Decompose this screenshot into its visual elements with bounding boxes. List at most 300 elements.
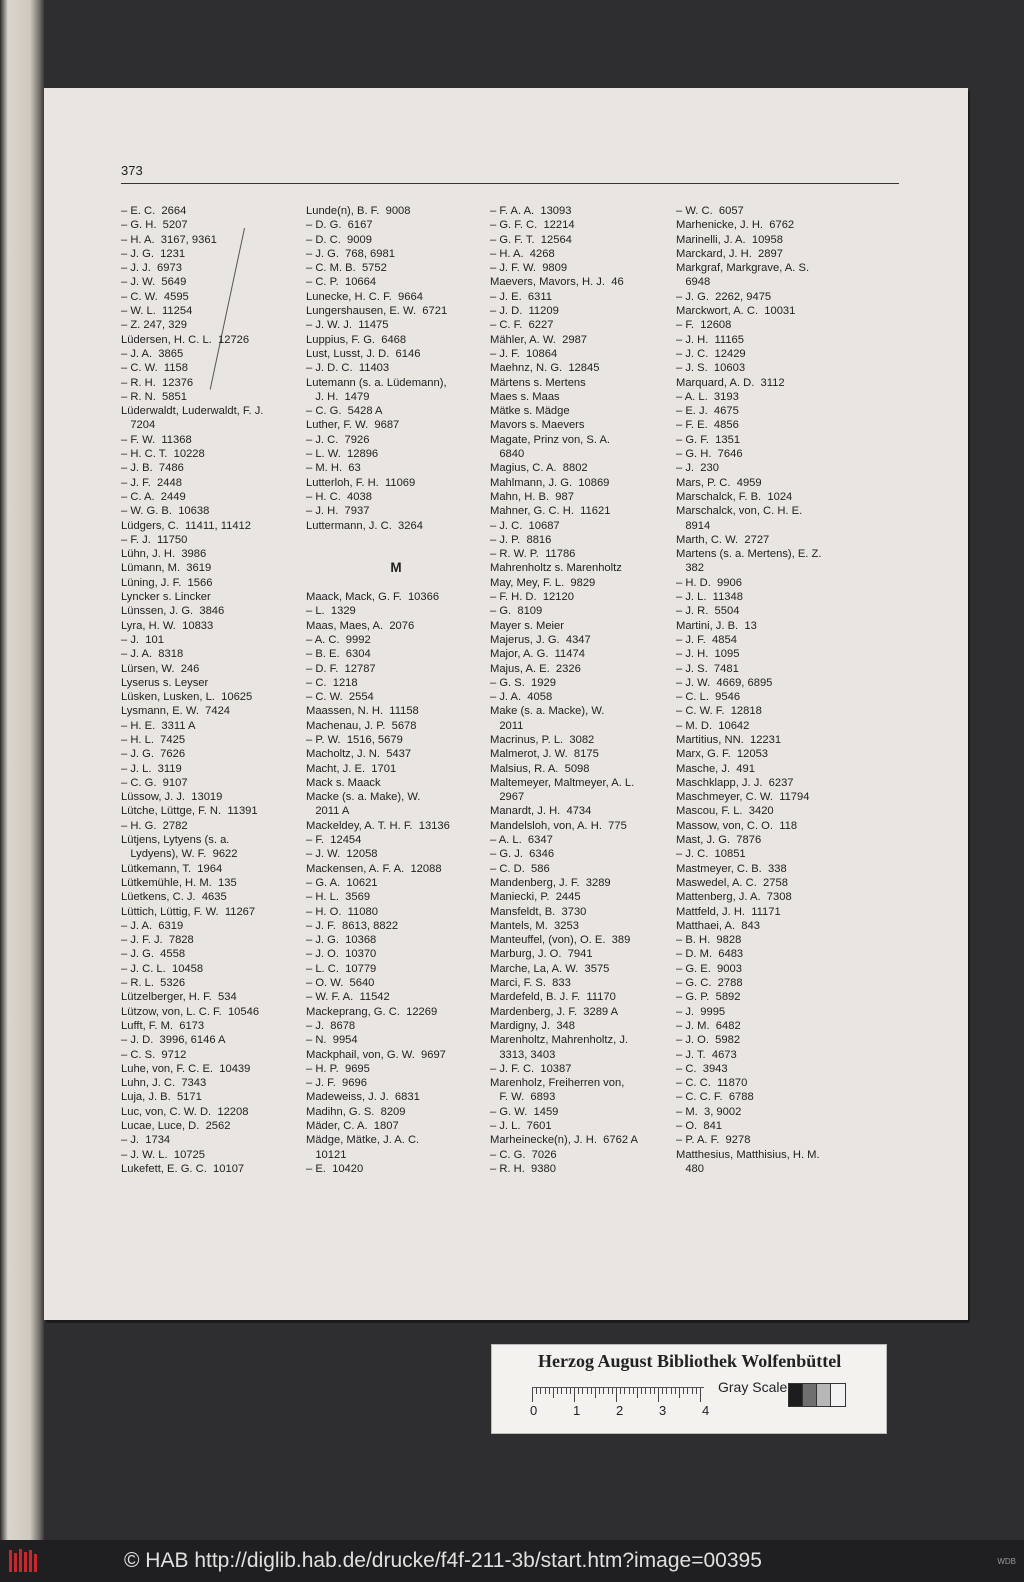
index-entry: – F. W. 11368 bbox=[121, 433, 192, 446]
index-entry: Mackeprang, G. C. 12269 bbox=[306, 1005, 438, 1018]
index-entry: – J. F. 9696 bbox=[306, 1077, 367, 1090]
ruler-tick bbox=[629, 1388, 630, 1394]
index-entry: Markgraf, Markgrave, A. S. bbox=[676, 262, 810, 275]
index-entry: Mandelsloh, von, A. H. 775 bbox=[490, 819, 627, 832]
index-entry: – J. F. 2448 bbox=[121, 476, 182, 489]
index-entry: – F. A. A. 13093 bbox=[490, 205, 572, 217]
index-entry: – J. G. 2262, 9475 bbox=[676, 290, 772, 303]
index-entry: – J. E. 6311 bbox=[490, 290, 552, 303]
ruler-digits bbox=[530, 1403, 745, 1418]
index-entry: – Z. 247, 329 bbox=[121, 319, 187, 332]
index-entry: – J. P. 8816 bbox=[490, 533, 552, 546]
ruler-tick bbox=[570, 1388, 571, 1394]
index-entry: – C. G. 5428 A bbox=[306, 405, 383, 418]
header-rule bbox=[121, 183, 899, 184]
ruler-tick bbox=[553, 1388, 554, 1398]
ruler-tick bbox=[561, 1388, 562, 1394]
index-entry: – P. W. 1516, 5679 bbox=[306, 733, 403, 746]
index-column-3 bbox=[490, 204, 670, 1176]
index-entry: – F. 12454 bbox=[306, 834, 362, 847]
index-entry: – J. J. 6973 bbox=[121, 262, 182, 275]
index-entry: – H. O. 11080 bbox=[306, 905, 378, 918]
copyright-url[interactable]: © HAB http://diglib.hab.de/drucke/f4f-211-3b/start.htm?image=00395 bbox=[124, 1549, 762, 1572]
index-entry: – C. F. 6227 bbox=[490, 319, 554, 332]
index-entry: – J. D. C. 11403 bbox=[306, 362, 390, 375]
index-entry: – J. G. 4558 bbox=[121, 948, 186, 961]
index-entry: Lust, Lusst, J. D. 6146 bbox=[306, 347, 421, 360]
hab-logo-icon bbox=[8, 1548, 42, 1574]
index-entry: Mandenberg, J. F. 3289 bbox=[490, 876, 611, 889]
index-entry: – J. R. 5504 bbox=[676, 605, 740, 618]
index-entry: Maevers, Mavors, H. J. 46 bbox=[490, 276, 624, 289]
index-entry: Maltemeyer, Maltmeyer, A. L. bbox=[490, 776, 635, 789]
index-entry: – J. A. 8318 bbox=[121, 648, 184, 661]
index-entry: – J. W. 12058 bbox=[306, 848, 378, 861]
index-entry: Majerus, J. G. 4347 bbox=[490, 633, 591, 646]
index-entry: – M. D. 10642 bbox=[676, 719, 750, 732]
index-column-2 bbox=[306, 204, 486, 1176]
index-entry: Marci, F. S. 833 bbox=[490, 977, 571, 990]
index-entry: – W. F. A. 11542 bbox=[306, 991, 390, 1004]
index-entry: Marschalck, von, C. H. E. bbox=[676, 505, 803, 518]
index-entry: Mattfeld, J. H. 11171 bbox=[676, 905, 781, 918]
ruler-tick bbox=[633, 1388, 634, 1394]
index-entry: – R. L. 5326 bbox=[121, 977, 186, 990]
index-entry: Mardenberg, J. F. 3289 A bbox=[490, 1005, 619, 1018]
index-entry: Massow, von, C. O. 118 bbox=[676, 819, 798, 832]
ruler-tick bbox=[641, 1388, 642, 1394]
index-entry: Maehnz, N. G. 12845 bbox=[490, 362, 600, 375]
ruler-tick bbox=[675, 1388, 676, 1394]
index-entry: Mattenberg, J. A. 7308 bbox=[676, 891, 792, 904]
ruler-tick bbox=[595, 1388, 596, 1398]
index-entry: Mascou, F. L. 3420 bbox=[676, 805, 774, 818]
index-entry: – D. G. 6167 bbox=[306, 219, 373, 232]
index-entry: Lütkemühle, H. M. 135 bbox=[121, 876, 237, 889]
index-entry: – C. C. 11870 bbox=[676, 1077, 748, 1090]
index-entry: – H. E. 3311 A bbox=[121, 719, 196, 732]
index-entry: – G. F. 1351 bbox=[676, 433, 741, 446]
index-entry: – J. F. 10864 bbox=[490, 347, 558, 360]
book-spine-edge bbox=[0, 0, 44, 1540]
ruler-tick bbox=[692, 1388, 693, 1394]
index-entry: – H. C. 4038 bbox=[306, 490, 372, 503]
index-entry: Maas, Maes, A. 2076 bbox=[306, 619, 415, 632]
index-entry: – H. A. 3167, 9361 bbox=[121, 233, 217, 246]
index-entry: May, Mey, F. L. 9829 bbox=[490, 576, 596, 589]
index-entry: – M. 3, 9002 bbox=[676, 1105, 742, 1118]
index-entry: Lütjens, Lytyens (s. a. bbox=[121, 834, 230, 847]
index-entry: – J. L. 11348 bbox=[676, 591, 743, 604]
index-entry: Mähler, A. W. 2987 bbox=[490, 333, 588, 346]
index-entry: Macrinus, P. L. 3082 bbox=[490, 733, 595, 746]
index-entry: Lunecke, H. C. F. 9664 bbox=[306, 290, 423, 303]
index-entry: – G. C. 2788 bbox=[676, 977, 743, 990]
index-entry: Majus, A. E. 2326 bbox=[490, 662, 581, 675]
index-entry: – E. J. 4675 bbox=[676, 405, 739, 418]
index-entry: Maassen, N. H. 11158 bbox=[306, 705, 419, 718]
index-entry: – L. W. 12896 bbox=[306, 448, 379, 461]
index-entry: – J. F. C. 10387 bbox=[490, 1062, 572, 1075]
index-entry: Mahlmann, J. G. 10869 bbox=[490, 476, 610, 489]
index-entry: Luther, F. W. 9687 bbox=[306, 419, 400, 432]
index-entry: – J. 230 bbox=[676, 462, 719, 475]
index-entry: – C. W. 1158 bbox=[121, 362, 188, 375]
index-entry: Maack, Mack, G. F. 10366 bbox=[306, 591, 440, 604]
index-entry: Macholtz, J. N. 5437 bbox=[306, 748, 412, 761]
index-entry: Maschklapp, J. J. 6237 bbox=[676, 776, 794, 789]
index-entry: – G. H. 5207 bbox=[121, 219, 188, 232]
index-entry: Martitius, NN. 12231 bbox=[676, 733, 782, 746]
index-entry: Malsius, R. A. 5098 bbox=[490, 762, 590, 775]
gray-scale-label: Gray Scale bbox=[718, 1379, 788, 1395]
ruler-tick bbox=[612, 1388, 613, 1394]
index-entry: – O. 841 bbox=[676, 1120, 723, 1132]
index-entry: Maniecki, P. 2445 bbox=[490, 891, 581, 904]
index-entry: – J. D. 11209 bbox=[490, 305, 559, 318]
index-entry: Masche, J. 491 bbox=[676, 762, 755, 775]
index-entry: Maswedel, A. C. 2758 bbox=[676, 876, 788, 889]
index-entry: – R. H. 9380 bbox=[490, 1162, 556, 1175]
index-entry: – C. W. 2554 bbox=[306, 691, 374, 704]
index-entry: Mantels, M. 3253 bbox=[490, 919, 579, 932]
index-entry: Mast, J. G. 7876 bbox=[676, 834, 762, 847]
index-entry: – F. H. D. 12120 bbox=[490, 591, 574, 604]
index-entry: – M. H. 63 bbox=[306, 462, 361, 475]
scanned-page bbox=[44, 88, 968, 1320]
ruler-tick bbox=[683, 1388, 684, 1394]
index-entry: Lürsen, W. 246 bbox=[121, 662, 200, 675]
index-entry: – W. L. 11254 bbox=[121, 305, 193, 318]
index-entry: 7204 bbox=[121, 419, 156, 432]
index-entry: Lunde(n), B. F. 9008 bbox=[306, 205, 411, 217]
index-entry: – H. D. 9906 bbox=[676, 576, 742, 589]
ruler-tick bbox=[599, 1388, 600, 1394]
index-entry: Malmerot, J. W. 8175 bbox=[490, 748, 599, 761]
index-entry: Marburg, J. O. 7941 bbox=[490, 948, 593, 961]
index-entry: Marheinecke(n), J. H. 6762 A bbox=[490, 1134, 638, 1147]
index-entry: – D. M. 6483 bbox=[676, 948, 744, 961]
index-entry: Mardefeld, B. J. F. 11170 bbox=[490, 991, 616, 1004]
ruler-tick bbox=[616, 1388, 617, 1402]
index-entry: – C. W. F. 12818 bbox=[676, 705, 762, 718]
index-entry: – G. F. T. 12564 bbox=[490, 233, 572, 246]
index-entry: Mahner, G. C. H. 11621 bbox=[490, 505, 611, 518]
index-entry: Mayer s. Meier bbox=[490, 619, 564, 632]
index-entry: – P. A. F. 9278 bbox=[676, 1134, 751, 1147]
index-entry: – J. C. L. 10458 bbox=[121, 962, 204, 975]
index-entry: Maes s. Maas bbox=[490, 390, 560, 403]
index-entry: Maschmeyer, C. W. 11794 bbox=[676, 791, 810, 804]
index-entry: – N. 9954 bbox=[306, 1034, 358, 1047]
index-entry: 6948 bbox=[676, 276, 711, 289]
index-entry: Macht, J. E. 1701 bbox=[306, 762, 397, 775]
index-entry: – J. F. 8613, 8822 bbox=[306, 919, 399, 932]
index-entry bbox=[306, 576, 486, 590]
index-entry: Mardigny, J. 348 bbox=[490, 1019, 575, 1032]
index-entry: Lüdgers, C. 11411, 11412 bbox=[121, 519, 251, 532]
index-entry: – J. H. 1095 bbox=[676, 648, 740, 661]
index-entry: – J. C. 10851 bbox=[676, 848, 746, 861]
index-entry: Mackensen, A. F. A. 12088 bbox=[306, 862, 442, 875]
index-entry: – G. S. 1929 bbox=[490, 676, 556, 689]
index-entry: – L. 1329 bbox=[306, 605, 356, 618]
ruler-digit: 0 bbox=[530, 1403, 538, 1418]
ruler-tick bbox=[687, 1388, 688, 1394]
index-entry: Marth, C. W. 2727 bbox=[676, 533, 770, 546]
index-entry: Mack s. Maack bbox=[306, 776, 381, 789]
index-entry: Luhe, von, F. C. E. 10439 bbox=[121, 1062, 251, 1075]
section-letter: M bbox=[390, 560, 402, 576]
index-entry: Lucae, Luce, D. 2562 bbox=[121, 1120, 231, 1132]
index-entry: Mastmeyer, C. B. 338 bbox=[676, 862, 787, 875]
index-entry: Lühn, J. H. 3986 bbox=[121, 548, 207, 561]
index-entry: – C. S. 9712 bbox=[121, 1048, 187, 1061]
index-entry: – R. H. 12376 bbox=[121, 376, 194, 389]
index-entry: – B. E. 6304 bbox=[306, 648, 371, 661]
ruler-tick bbox=[650, 1388, 651, 1394]
index-entry: Marche, La, A. W. 3575 bbox=[490, 962, 610, 975]
ruler-tick bbox=[620, 1388, 621, 1394]
index-entry: 8914 bbox=[676, 519, 711, 532]
index-entry: Martens (s. a. Mertens), E. Z. bbox=[676, 548, 822, 561]
index-entry: – O. W. 5640 bbox=[306, 977, 375, 990]
ruler-tick bbox=[549, 1388, 550, 1394]
index-entry: – C. M. B. 5752 bbox=[306, 262, 387, 275]
index-entry: – F. 12608 bbox=[676, 319, 732, 332]
ruler-tick bbox=[591, 1388, 592, 1394]
ruler-tick bbox=[566, 1388, 567, 1394]
index-entry: – J. H. 7937 bbox=[306, 505, 370, 518]
index-entry: Lyserus s. Leyser bbox=[121, 676, 209, 689]
index-entry: Lützow, von, L. C. F. 10546 bbox=[121, 1005, 260, 1018]
ruler-tick bbox=[679, 1388, 680, 1398]
index-entry: – L. C. 10779 bbox=[306, 962, 377, 975]
index-entry: – C. A. 2449 bbox=[121, 490, 186, 503]
index-column-1 bbox=[121, 204, 301, 1176]
index-entry: Lütkemann, T. 1964 bbox=[121, 862, 223, 875]
index-entry: Lüttich, Lüttig, F. W. 11267 bbox=[121, 905, 256, 918]
index-entry: Magius, C. A. 8802 bbox=[490, 462, 588, 475]
index-entry: Lüsken, Lusken, L. 10625 bbox=[121, 691, 253, 704]
index-entry: Lüning, J. F. 1566 bbox=[121, 576, 213, 589]
index-entry: – J. G. 1231 bbox=[121, 247, 186, 260]
index-entry: – A. L. 3193 bbox=[676, 390, 739, 403]
index-entry: Mackphail, von, G. W. 9697 bbox=[306, 1048, 446, 1061]
index-entry: Mansfeldt, B. 3730 bbox=[490, 905, 587, 918]
index-entry: Lünssen, J. G. 3846 bbox=[121, 605, 225, 618]
index-entry: 2967 bbox=[490, 791, 525, 804]
index-entry: – A. C. 9992 bbox=[306, 633, 371, 646]
ruler-digit: 4 bbox=[702, 1403, 710, 1418]
index-entry: – J. F. 4854 bbox=[676, 633, 737, 646]
index-entry: Lutterloh, F. H. 11069 bbox=[306, 476, 416, 489]
index-entry: – C. G. 9107 bbox=[121, 776, 188, 789]
index-entry: Luja, J. B. 5171 bbox=[121, 1091, 202, 1104]
ruler-tick bbox=[582, 1388, 583, 1394]
ruler-tick bbox=[557, 1388, 558, 1394]
index-entry: – H. A. 4268 bbox=[490, 247, 555, 260]
index-entry: Lüderwaldt, Luderwaldt, F. J. bbox=[121, 405, 264, 418]
index-entry: Luc, von, C. W. D. 12208 bbox=[121, 1105, 249, 1118]
ruler-digit: 1 bbox=[573, 1403, 581, 1418]
index-entry: Marquard, A. D. 3112 bbox=[676, 376, 785, 389]
index-entry: Mäder, C. A. 1807 bbox=[306, 1120, 399, 1132]
index-entry: – J. G. 10368 bbox=[306, 934, 377, 947]
index-entry: Mars, P. C. 4959 bbox=[676, 476, 762, 489]
index-entry: Major, A. G. 11474 bbox=[490, 648, 585, 661]
index-entry: Lyncker s. Lincker bbox=[121, 591, 211, 604]
index-entry: – D. F. 12787 bbox=[306, 662, 376, 675]
index-entry: – R. N. 5851 bbox=[121, 390, 187, 403]
index-entry: Mahn, H. B. 987 bbox=[490, 490, 574, 503]
index-entry: – F. J. 11750 bbox=[121, 533, 188, 546]
index-entry: Lutemann (s. a. Lüdemann), bbox=[306, 376, 447, 389]
ruler-tick bbox=[587, 1388, 588, 1394]
index-entry: – F. E. 4856 bbox=[676, 419, 739, 432]
index-entry: – J. T. 4673 bbox=[676, 1048, 737, 1061]
index-entry: – E. C. 2664 bbox=[121, 205, 187, 217]
index-entry: – C. D. 586 bbox=[490, 862, 550, 875]
ruler-tick bbox=[666, 1388, 667, 1394]
index-entry: Madihn, G. S. 8209 bbox=[306, 1105, 406, 1118]
ruler-tick bbox=[578, 1388, 579, 1394]
index-entry: – G. A. 10621 bbox=[306, 876, 378, 889]
index-entry: Matthesius, Matthisius, H. M. bbox=[676, 1148, 820, 1161]
ruler-tick bbox=[654, 1388, 655, 1394]
index-entry: Mavors s. Maevers bbox=[490, 419, 585, 432]
index-entry: Lüetkens, C. J. 4635 bbox=[121, 891, 227, 904]
index-entry: – J. 1734 bbox=[121, 1134, 171, 1147]
ruler-tick bbox=[608, 1388, 609, 1394]
page-number: 373 bbox=[121, 163, 143, 178]
index-entry: – J. W. 4669, 6895 bbox=[676, 676, 773, 689]
index-entry: – J. C. 12429 bbox=[676, 347, 746, 360]
index-entry: Marckwort, A. C. 10031 bbox=[676, 305, 796, 318]
index-entry: Marenholtz, Mahrenholtz, J. bbox=[490, 1034, 629, 1047]
index-entry: Machenau, J. P. 5678 bbox=[306, 719, 417, 732]
index-entry: Lützelberger, H. F. 534 bbox=[121, 991, 237, 1004]
index-entry: – J. 8678 bbox=[306, 1019, 356, 1032]
scale-ruler bbox=[532, 1387, 704, 1402]
index-entry: – A. L. 6347 bbox=[490, 834, 553, 847]
index-entry: – J. C. 7926 bbox=[306, 433, 370, 446]
ruler-tick bbox=[662, 1388, 663, 1394]
index-entry: – J. O. 5982 bbox=[676, 1034, 741, 1047]
index-entry: – J. A. 4058 bbox=[490, 691, 553, 704]
index-entry: Lüdersen, H. C. L. 12726 bbox=[121, 333, 250, 346]
ruler-tick bbox=[603, 1388, 604, 1394]
index-entry: – J. G. 7626 bbox=[121, 748, 186, 761]
index-entry: – J. L. 3119 bbox=[121, 762, 182, 775]
index-entry: Luttermann, J. C. 3264 bbox=[306, 519, 423, 532]
ruler-tick bbox=[532, 1388, 533, 1402]
index-entry: Mätke s. Mädge bbox=[490, 405, 570, 418]
index-entry: – J. O. 10370 bbox=[306, 948, 377, 961]
ruler-tick bbox=[545, 1388, 546, 1394]
index-entry: Luhn, J. C. 7343 bbox=[121, 1077, 207, 1090]
index-entry: Manteuffel, (von), O. E. 389 bbox=[490, 934, 631, 947]
index-entry: – G. E. 9003 bbox=[676, 962, 742, 975]
index-entry: – J. F. W. 9809 bbox=[490, 262, 568, 275]
index-entry bbox=[306, 533, 486, 547]
index-entry: 3313, 3403 bbox=[490, 1048, 556, 1061]
index-entry: – J. B. 7486 bbox=[121, 462, 184, 475]
index-entry: – G. J. 6346 bbox=[490, 848, 555, 861]
index-entry: Lümann, M. 3619 bbox=[121, 562, 212, 575]
color-target-card bbox=[491, 1344, 887, 1434]
index-entry: – J. H. 11165 bbox=[676, 333, 744, 346]
index-entry: Luppius, F. G. 6468 bbox=[306, 333, 407, 346]
index-entry: Make (s. a. Macke), W. bbox=[490, 705, 605, 718]
index-entry: Martini, J. B. 13 bbox=[676, 619, 757, 632]
index-entry: 6840 bbox=[490, 448, 525, 461]
index-entry: – W. C. 6057 bbox=[676, 205, 744, 217]
index-entry: – J. D. 3996, 6146 A bbox=[121, 1034, 226, 1047]
index-entry: 10121 bbox=[306, 1148, 347, 1161]
index-entry: – J. W. L. 10725 bbox=[121, 1148, 205, 1161]
index-entry: – H. P. 9695 bbox=[306, 1062, 370, 1075]
index-entry: – G. P. 5892 bbox=[676, 991, 741, 1004]
footer-bar bbox=[0, 1540, 1024, 1582]
index-entry: – J. 101 bbox=[121, 633, 164, 646]
index-entry: – R. W. P. 11786 bbox=[490, 548, 576, 561]
index-entry: – H. L. 7425 bbox=[121, 733, 186, 746]
index-entry: Mädge, Mätke, J. A. C. bbox=[306, 1134, 420, 1147]
index-entry: Marckard, J. H. 2897 bbox=[676, 247, 783, 260]
index-entry: – C. L. 9546 bbox=[676, 691, 741, 704]
ruler-tick bbox=[658, 1388, 659, 1402]
index-entry: – C. G. 7026 bbox=[490, 1148, 557, 1161]
index-column-4 bbox=[676, 204, 856, 1176]
ruler-tick bbox=[536, 1388, 537, 1394]
index-entry: – H. G. 2782 bbox=[121, 819, 188, 832]
ruler-tick bbox=[540, 1388, 541, 1394]
ruler-tick bbox=[624, 1388, 625, 1394]
ruler-digit: 2 bbox=[616, 1403, 624, 1418]
index-entry: Lütche, Lüttge, F. N. 11391 bbox=[121, 805, 258, 818]
index-entry: Madeweiss, J. J. 6831 bbox=[306, 1091, 420, 1104]
index-entry: Lyra, H. W. 10833 bbox=[121, 619, 214, 632]
index-entry: Macke (s. a. Make), W. bbox=[306, 791, 421, 804]
index-entry: Marhenicke, J. H. 6762 bbox=[676, 219, 795, 232]
ruler-tick bbox=[696, 1388, 697, 1394]
index-entry: – H. C. T. 10228 bbox=[121, 448, 205, 461]
index-entry: – C. P. 10664 bbox=[306, 276, 377, 289]
index-entry: 2011 bbox=[490, 719, 524, 732]
index-entry: Mahrenholtz s. Marenholtz bbox=[490, 562, 622, 575]
index-entry: – J. W. 5649 bbox=[121, 276, 187, 289]
ruler-tick bbox=[637, 1388, 638, 1398]
index-entry: Marschalck, F. B. 1024 bbox=[676, 490, 793, 503]
index-entry: Matthaei, A. 843 bbox=[676, 919, 760, 932]
ruler-digit: 3 bbox=[659, 1403, 667, 1418]
index-entry: – J. A. 3865 bbox=[121, 347, 184, 360]
index-entry: – G. H. 7646 bbox=[676, 448, 743, 461]
gray-swatch bbox=[830, 1383, 846, 1407]
index-entry: – G. F. C. 12214 bbox=[490, 219, 575, 232]
index-entry: – W. G. B. 10638 bbox=[121, 505, 210, 518]
index-entry: – E. 10420 bbox=[306, 1162, 364, 1175]
index-entry: – H. L. 3569 bbox=[306, 891, 371, 904]
index-entry: – J. S. 10603 bbox=[676, 362, 746, 375]
ruler-tick bbox=[700, 1388, 701, 1402]
index-entry: Lüssow, J. J. 13019 bbox=[121, 791, 223, 804]
index-entry: Lydyens), W. F. 9622 bbox=[121, 848, 238, 861]
ruler-tick bbox=[671, 1388, 672, 1394]
index-entry: – J. C. 10687 bbox=[490, 519, 560, 532]
index-entry: Lysmann, E. W. 7424 bbox=[121, 705, 231, 718]
